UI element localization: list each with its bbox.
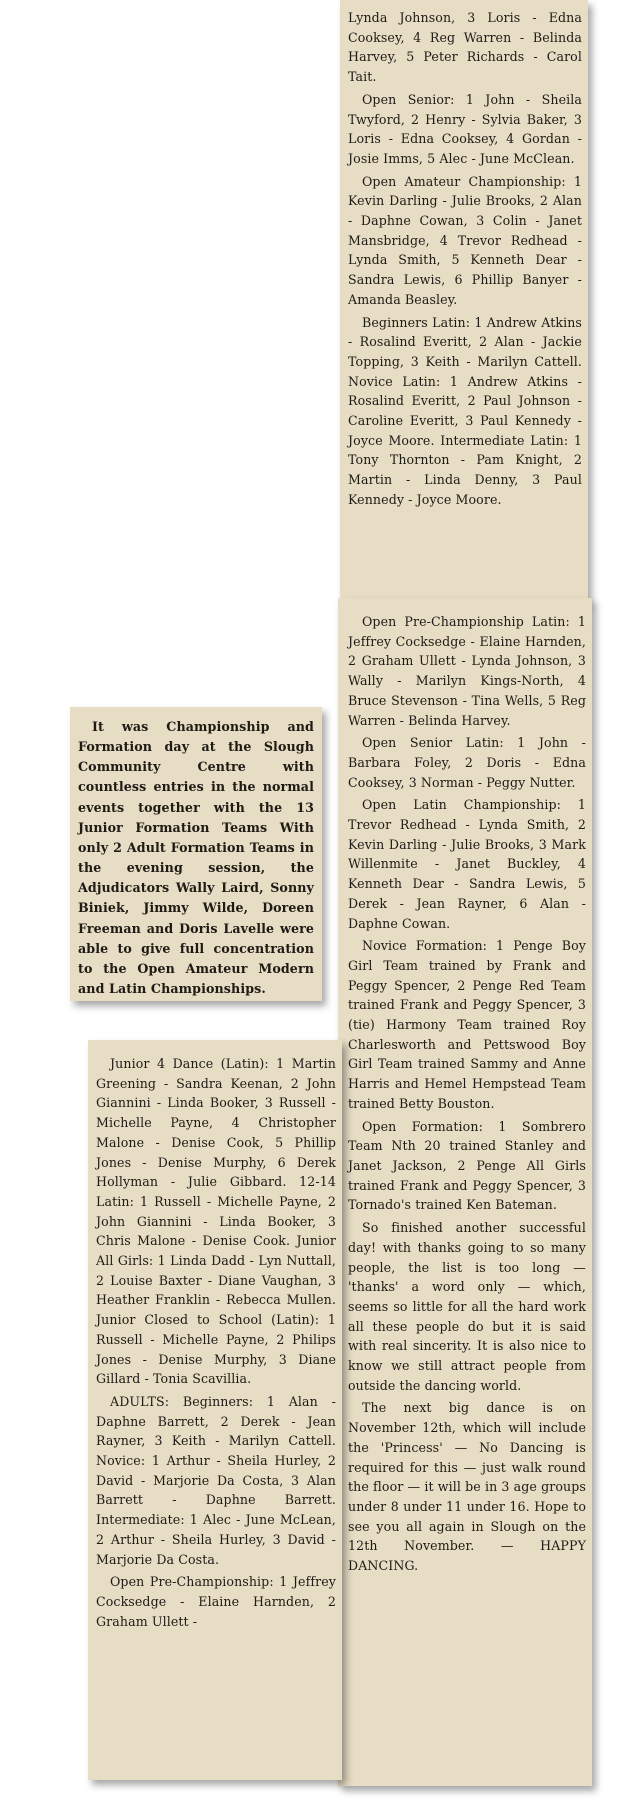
continued-results-paragraph: Lynda Johnson, 3 Loris - Edna Cooksey, 4 Reg Warren - Belinda Harvey, 5 Peter Richards - Carol Tait. <box>348 10 582 85</box>
next-dance-announcement: The next big dance is on November 12th, which will include the 'Princess' — No Dancing is required for this — just walk round the floor — it will be in 3 age groups under 8 under 11 under 16. Hope to see you all again in Slough on the 12th November. — HAPPY DANCING. <box>348 1400 586 1574</box>
open-pre-championship-latin-results: Open Pre-Championship Latin: 1 Jeffrey Cocksedge - Elaine Harnden, 2 Graham Ullett - Lynda Johnson, 3 Wally - Marilyn Kings-North, 4 Bruce Stevenson - Tina Wells, 5 Reg Warren - Belinda Harvey. <box>348 614 586 728</box>
open-latin-championship-results: Open Latin Championship: 1 Trevor Redhead - Lynda Smith, 2 Kevin Darling - Julie Brooks, 3 Mark Willenmite - Janet Buckley, 4 Kenneth Dear - Sandra Lewis, 5 Derek - Jean Rayner, 6 Alan - Daphne Cowan. <box>348 797 586 931</box>
novice-formation-results: Novice Formation: 1 Penge Boy Girl Team trained by Frank and Peggy Spencer, 2 Penge Red Team trained Frank and Peggy Spencer, 3 (tie) Harmony Team trained Roy Charlesworth and Pettswood Boy Girl Team trained Sammy and Anne Harris and Hemel Hempstead Team trained Betty Bouston. <box>348 938 586 1111</box>
open-formation-results: Open Formation: 1 Sombrero Team Nth 20 trained Stanley and Janet Jackson, 2 Penge All Girls trained Frank and Peggy Spencer, 3 Tornado's trained Ken Bateman. <box>348 1118 586 1213</box>
open-amateur-championship-results: Open Amateur Championship: 1 Kevin Darling - Julie Brooks, 2 Alan - Daphne Cowan, 3 Colin - Janet Mansbridge, 4 Trevor Redhead - Lynda Smith, 5 Kenneth Dear - Sandra Lewis, 6 Phillip Banyer - Amanda Beasley. <box>348 173 582 307</box>
open-pre-championship-paragraph: Open Pre-Championship: 1 Jeffrey Cocksedge - Elaine Harnden, 2 Graham Ullett - <box>96 1574 336 1629</box>
junior-results-paragraph: Junior 4 Dance (Latin): 1 Martin Greening - Sandra Keenan, 2 John Giannini - Linda Booker, 3 Russell - Michelle Payne, 4 Christopher Malone - Denise Cook, 5 Phillip Jones - Denise Murphy, 6 Derek Hollyman - Julie Gibbard. 12-14 Latin: 1 Russell - Michelle Payne, 2 John Giannini - Linda Booker, 3 Chris Malone - Denise Cook. Junior All Girls: 1 Linda Dadd - Lyn Nuttall, 2 Louise Baxter - Diane Vaughan, 3 Heather Franklin - Rebecca Mullen. Junior Closed to School (Latin): 1 Russell - Michelle Payne, 2 Philips Jones - Denise Murphy, 3 Diane Gillard - Tonia Scavillia. <box>96 1056 336 1387</box>
intro-paragraph: It was Championship and Formation day at the Slough Community Centre with countless entries in the normal events together with the 13 Junior Formation Teams With only 2 Adult Formation Teams in the evening session, the Adjudicators Wally Laird, Sonny Biniek, Jimmy Wilde, Doreen Freeman and Doris Lavelle were able to give full concentration to the Open Amateur Modern and Latin Championships. <box>78 719 314 997</box>
adults-results-paragraph: ADULTS: Beginners: 1 Alan - Daphne Barrett, 2 Derek - Jean Rayner, 3 Keith - Marilyn Cattell. Novice: 1 Arthur - Sheila Hurley, 2 David - Marjorie Da Costa, 3 Alan Barrett - Daphne Barrett. Intermediate: 1 Alec - June McLean, 2 Arthur - Sheila Hurley, 3 David - Marjorie Da Costa. <box>96 1393 336 1567</box>
clipping-intro <box>70 707 322 1001</box>
closing-thanks-paragraph: So finished another successful day! with thanks going to so many people, the list is too long — 'thanks' a word only — which, seems so little for all the hard work all these people do but it is said with real sincerity. It is also nice to know we still attract people from outside the dancing world. <box>348 1220 586 1393</box>
clipping-results-top <box>340 0 588 602</box>
clipping-results-right <box>338 598 592 1786</box>
open-senior-latin-results: Open Senior Latin: 1 John - Barbara Foley, 2 Doris - Edna Cooksey, 3 Norman - Peggy Nutter. <box>348 735 586 790</box>
clipping-results-left <box>88 1040 342 1780</box>
beginners-novice-intermediate-latin-results: Beginners Latin: 1 Andrew Atkins - Rosalind Everitt, 2 Alan - Jackie Topping, 3 Keith - Marilyn Cattell. Novice Latin: 1 Andrew Atkins - Rosalind Everitt, 2 Paul Johnson - Caroline Everitt, 3 Paul Kennedy - Joyce Moore. Intermediate Latin: 1 Tony Thornton - Pam Knight, 2 Martin - Linda Denny, 3 Paul Kennedy - Joyce Moore. <box>348 314 582 507</box>
open-senior-results: Open Senior: 1 John - Sheila Twyford, 2 Henry - Sylvia Baker, 3 Loris - Edna Cooksey, 4 Gordan - Josie Imms, 5 Alec - June McClean. <box>348 91 582 166</box>
